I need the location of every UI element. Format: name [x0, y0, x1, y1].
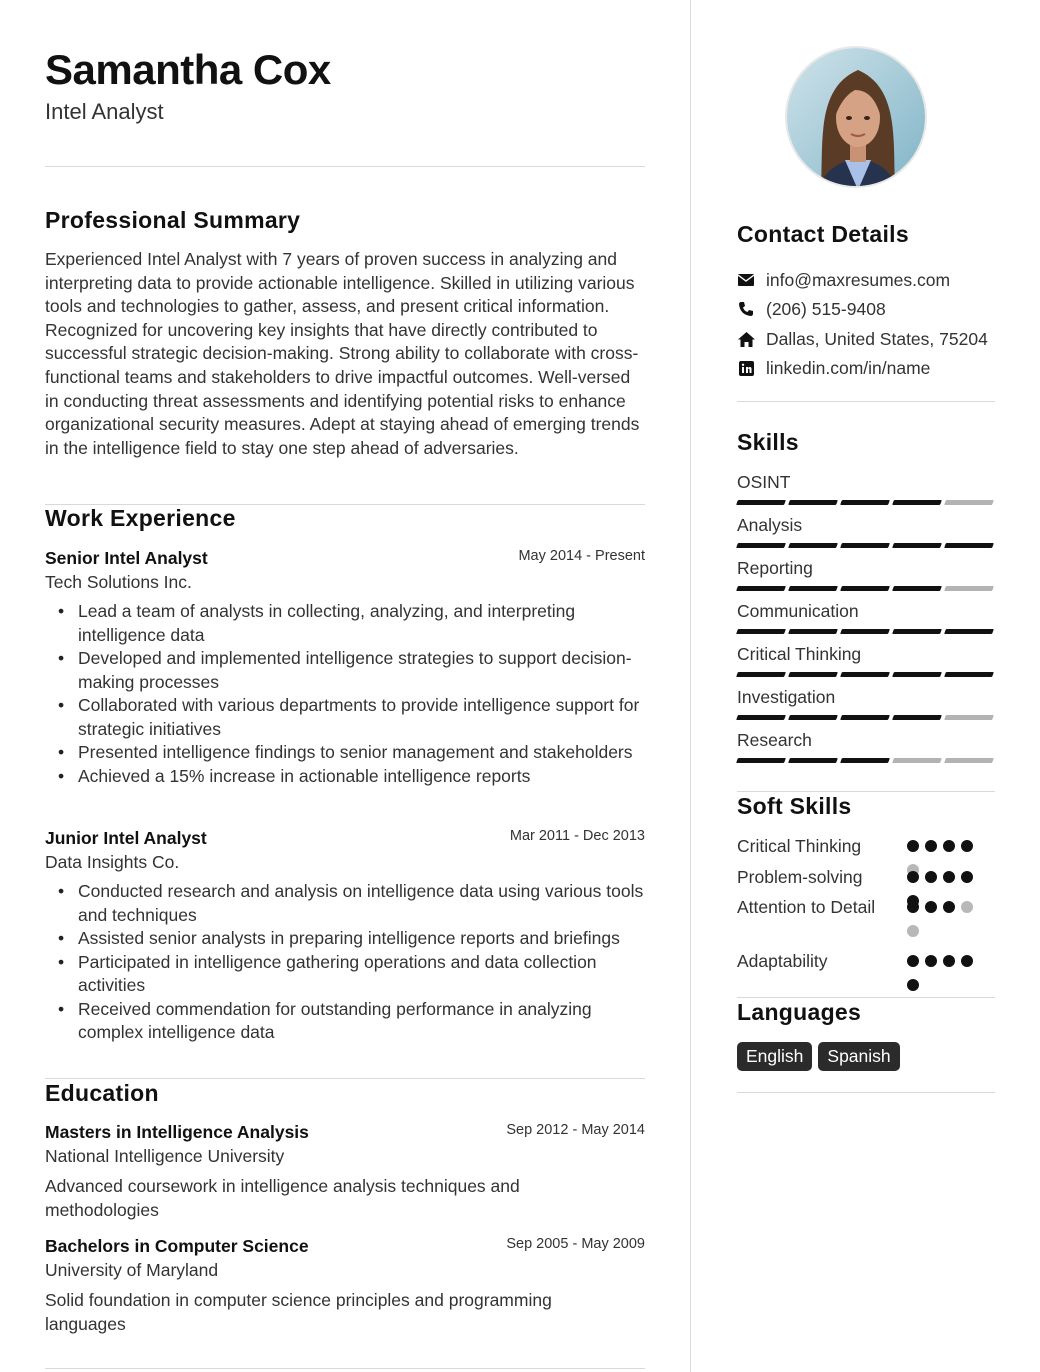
skill-level-bar — [737, 758, 993, 763]
skill-level-segment — [892, 543, 942, 548]
job-bullet: • Received commendation for outstanding performance in analyzing complex intelligence data — [45, 998, 645, 1045]
skill-level-segment — [736, 586, 786, 591]
experience-divider — [45, 1078, 645, 1079]
skill-level-segment — [892, 500, 942, 505]
job-bullets — [45, 880, 645, 1045]
rating-dot — [961, 871, 973, 883]
skill-level-segment — [944, 629, 994, 634]
language-chip: Spanish — [818, 1042, 899, 1071]
contact-heading: Contact Details — [737, 221, 909, 247]
rating-dot — [907, 871, 919, 883]
soft-skill-label: Problem-solving — [737, 867, 863, 887]
rating-dot — [961, 840, 973, 852]
skills-heading: Skills — [737, 429, 799, 455]
skill-level-segment — [788, 629, 838, 634]
rating-dot — [943, 840, 955, 852]
skill-level-segment — [736, 629, 786, 634]
education-dates: Sep 2012 - May 2014 — [506, 1122, 645, 1138]
education-description: Advanced coursework in intelligence analysis techniques and methodologies — [45, 1176, 520, 1220]
rating-dot — [943, 955, 955, 967]
language-chips — [737, 1042, 900, 1071]
contact-address — [737, 327, 988, 351]
rating-dot — [925, 871, 937, 883]
contact-email-text: info@maxresumes.com — [766, 269, 951, 290]
skill-level-segment — [944, 672, 994, 677]
rating-dot — [925, 840, 937, 852]
skill-level-segment — [840, 500, 890, 505]
rating-dot — [907, 955, 919, 967]
education-divider — [45, 1368, 645, 1369]
skill-level-segment — [944, 586, 994, 591]
rating-dot — [925, 955, 937, 967]
school-name: University of Maryland — [45, 1260, 219, 1280]
job-dates: Mar 2011 - Dec 2013 — [509, 828, 645, 844]
skill-level-segment — [788, 672, 838, 677]
rating-dot — [907, 901, 919, 913]
skills-divider — [737, 791, 995, 792]
candidate-name: Samantha Cox — [45, 46, 331, 93]
skill-level-segment — [788, 500, 838, 505]
skill-level-segment — [736, 500, 786, 505]
skill-level-segment — [840, 629, 890, 634]
education-description: Solid foundation in computer science principles and programming languages — [45, 1290, 552, 1334]
skill-level-bar — [737, 629, 993, 634]
job-company: Data Insights Co. — [45, 852, 180, 872]
skill-level-segment — [840, 758, 890, 763]
summary-text: Experienced Intel Analyst with 7 years of proven success in analyzing and interpreting data to provide actionable intelligence. Skilled in utilizing various tools and technologies to gather, assess, and present critical information. Recognized for uncovering key insights that have directly contributed to successful strategic decision-making. Strong ability to collaborate with cross-functional teams and stakeholders to drive impactful outcomes. Well-versed in conducting threat assessments and identifying potential risks to enhance organizational security measures. Adept at staying ahead of emerging trends in the intelligence field to stay one step ahead of adversaries. — [45, 249, 640, 458]
language-chip: English — [737, 1042, 812, 1071]
contact-linkedin-text: linkedin.com/in/name — [766, 357, 931, 378]
skill-label: Analysis — [737, 515, 803, 535]
contact-linkedin[interactable] — [737, 356, 930, 380]
skill-level-segment — [840, 586, 890, 591]
contact-divider — [737, 401, 995, 402]
rating-dot — [907, 840, 919, 852]
job-bullet: • Conducted research and analysis on intelligence data using various tools and techniques — [45, 880, 645, 927]
soft-skill-label: Attention to Detail — [737, 897, 876, 917]
languages-heading: Languages — [737, 999, 862, 1025]
job-bullets — [45, 600, 645, 788]
skill-level-segment — [788, 715, 838, 720]
experience-heading: Work Experience — [45, 505, 236, 531]
skill-level-bar — [737, 586, 993, 591]
skill-level-segment — [788, 758, 838, 763]
summary-heading: Professional Summary — [45, 207, 301, 233]
contact-phone[interactable] — [737, 297, 886, 321]
skill-level-segment — [736, 543, 786, 548]
job-bullet: • Presented intelligence findings to senior management and stakeholders — [45, 741, 645, 765]
skill-level-segment — [944, 715, 994, 720]
degree-title: Bachelors in Computer Science — [45, 1236, 309, 1256]
portrait-illustration — [787, 48, 927, 188]
skill-level-bar — [737, 543, 993, 548]
home-icon — [737, 330, 755, 348]
skill-level-segment — [736, 715, 786, 720]
soft-skill-rating — [907, 901, 979, 937]
skill-label: Communication — [737, 601, 859, 621]
skill-level-bar — [737, 672, 993, 677]
job-company: Tech Solutions Inc. — [45, 572, 192, 592]
skill-level-segment — [892, 758, 942, 763]
skill-level-segment — [736, 672, 786, 677]
job-bullet: • Participated in intelligence gathering operations and data collection activities — [45, 951, 645, 998]
job-bullet: • Assisted senior analysts in preparing intelligence reports and briefings — [45, 927, 645, 951]
skill-level-segment — [944, 758, 994, 763]
skill-level-segment — [840, 543, 890, 548]
rating-dot — [961, 901, 973, 913]
school-name: National Intelligence University — [45, 1146, 285, 1166]
skill-label: Critical Thinking — [737, 644, 862, 664]
skill-level-segment — [892, 715, 942, 720]
job-bullet: • Developed and implemented intelligence strategies to support decision-making processes — [45, 647, 645, 694]
soft-skill-label: Critical Thinking — [737, 836, 862, 856]
skill-level-segment — [892, 672, 942, 677]
skill-level-segment — [736, 758, 786, 763]
profile-photo — [785, 46, 927, 188]
skill-level-segment — [840, 672, 890, 677]
contact-email[interactable] — [737, 268, 950, 292]
job-dates: May 2014 - Present — [518, 548, 645, 564]
column-divider — [690, 0, 691, 1372]
contact-phone-text: (206) 515-9408 — [766, 298, 886, 319]
skill-label: Research — [737, 730, 812, 750]
rating-dot — [925, 901, 937, 913]
candidate-role: Intel Analyst — [45, 99, 164, 124]
skill-level-segment — [788, 586, 838, 591]
skill-level-segment — [788, 543, 838, 548]
job-bullet: • Collaborated with various departments to provide intelligence support for strategic initiatives — [45, 694, 645, 741]
skill-level-segment — [840, 715, 890, 720]
education-heading: Education — [45, 1080, 159, 1106]
skill-level-segment — [944, 500, 994, 505]
skill-label: Investigation — [737, 687, 836, 707]
skill-level-segment — [892, 586, 942, 591]
skill-label: OSINT — [737, 472, 791, 492]
rating-dot — [943, 901, 955, 913]
education-dates: Sep 2005 - May 2009 — [506, 1236, 645, 1252]
skill-level-bar — [737, 500, 993, 505]
job-title: Junior Intel Analyst — [45, 828, 207, 848]
soft-skill-label: Adaptability — [737, 951, 828, 971]
rating-dot — [943, 871, 955, 883]
rating-dot — [907, 979, 919, 991]
contact-address-text: Dallas, United States, 75204 — [766, 328, 988, 349]
soft-skills-heading: Soft Skills — [737, 793, 852, 819]
job-bullet: • Lead a team of analysts in collecting, analyzing, and interpreting intelligence data — [45, 600, 645, 647]
skill-level-segment — [944, 543, 994, 548]
soft-skills-divider — [737, 997, 995, 998]
skill-level-bar — [737, 715, 993, 720]
soft-skill-rating — [907, 955, 979, 991]
skill-label: Reporting — [737, 558, 813, 578]
rating-dot — [907, 925, 919, 937]
rating-dot — [961, 955, 973, 967]
job-title: Senior Intel Analyst — [45, 548, 208, 568]
job-bullet: • Achieved a 15% increase in actionable intelligence reports — [45, 765, 645, 789]
languages-divider — [737, 1092, 995, 1093]
degree-title: Masters in Intelligence Analysis — [45, 1122, 309, 1142]
linkedin-icon — [737, 359, 755, 377]
header-divider — [45, 166, 645, 167]
phone-icon — [737, 300, 755, 318]
envelope-icon — [737, 271, 755, 289]
skill-level-segment — [892, 629, 942, 634]
